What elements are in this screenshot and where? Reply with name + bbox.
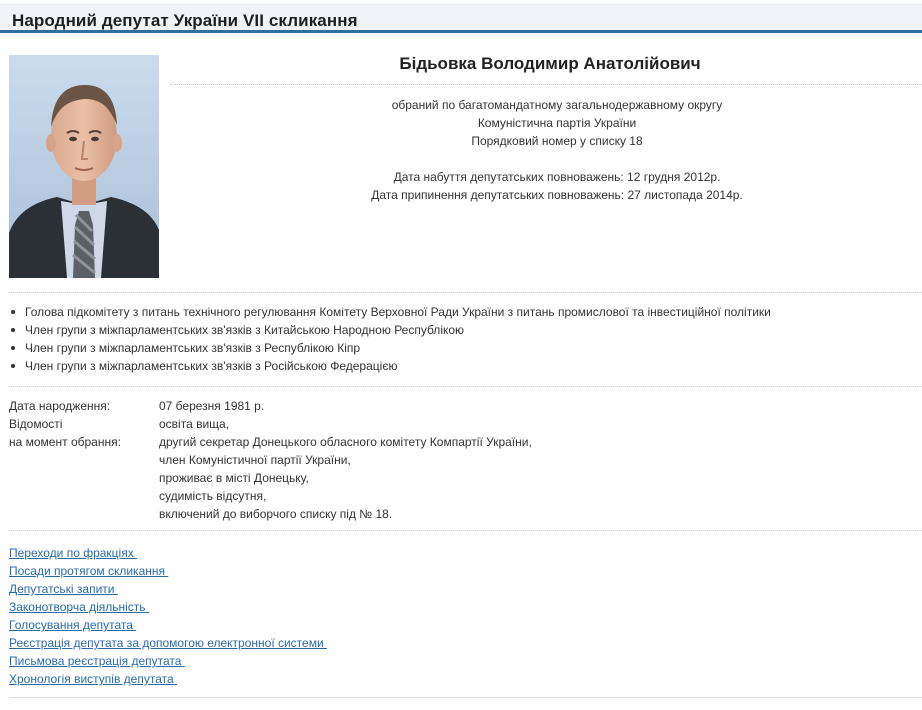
bullet-icon — [11, 310, 15, 314]
election-info — [170, 96, 922, 204]
deputy-photo — [9, 55, 159, 278]
link-positions[interactable]: Посади протягом скликання — [9, 564, 169, 578]
divider — [9, 697, 922, 698]
portrait-image — [9, 55, 159, 278]
info-line: другий секретар Донецького обласного комітету Компартії України, — [159, 435, 532, 449]
birth-value: 07 березня 1981 р. — [159, 399, 265, 413]
list-number: Порядковий номер у списку 18 — [471, 134, 643, 148]
page-header — [0, 4, 922, 33]
deputy-name: Бідьовка Володимир Анатолійович — [399, 54, 701, 73]
link-faction-transitions[interactable]: Переходи по фракціях — [9, 546, 138, 560]
link-requests[interactable]: Депутатські запити — [9, 582, 118, 596]
info-line: судимість відсутня, — [159, 489, 267, 503]
info-line: член Комуністичної партії України, — [159, 453, 351, 467]
divider — [9, 386, 922, 387]
page-title: Народний депутат України VII скликання — [12, 11, 358, 30]
divider — [170, 84, 922, 85]
list-item: Голова підкомітету з питань технічного регулювання Комітету Верховної Ради України з питань промислової та інвестиційної політики — [9, 303, 771, 321]
mandate-end: Дата припинення депутатських повноважень: 27 листопада 2014р. — [371, 188, 743, 202]
bullet-icon — [11, 346, 15, 350]
bullet-icon — [11, 364, 15, 368]
election-district: обраний по багатомандатному загальнодержавному округу — [391, 98, 723, 112]
party-name: Комуністична партія України — [477, 116, 637, 130]
info-line: проживає в місті Донецьку, — [159, 471, 309, 485]
birth-label: Дата народження: — [9, 399, 111, 413]
link-voting[interactable]: Голосування депутата — [9, 618, 137, 632]
divider — [9, 292, 922, 293]
link-lawmaking[interactable]: Законотворча діяльність — [9, 600, 149, 614]
list-item: Член групи з міжпарламентських зв'язків з Китайською Народною Республікою — [9, 321, 771, 339]
info-line: освіта вища, — [159, 417, 230, 431]
deputy-links — [9, 544, 327, 688]
info-label: на момент обрання: — [9, 435, 121, 449]
posts-list — [9, 303, 771, 375]
divider — [9, 530, 922, 531]
link-speeches[interactable]: Хронологія виступів депутата — [9, 672, 177, 686]
bullet-icon — [11, 328, 15, 332]
info-line: включений до виборчого списку під № 18. — [159, 507, 393, 521]
list-item: Член групи з міжпарламентських зв'язків з Російською Федерацією — [9, 357, 771, 375]
info-label: Відомості — [9, 417, 63, 431]
link-electronic-registration[interactable]: Реєстрація депутата за допомогою електронної системи — [9, 636, 328, 650]
mandate-start: Дата набуття депутатських повноважень: 12 грудня 2012р. — [393, 170, 721, 184]
link-written-registration[interactable]: Письмова реєстрація депутата — [9, 654, 185, 668]
list-item: Член групи з міжпарламентських зв'язків з Республікою Кіпр — [9, 339, 771, 357]
